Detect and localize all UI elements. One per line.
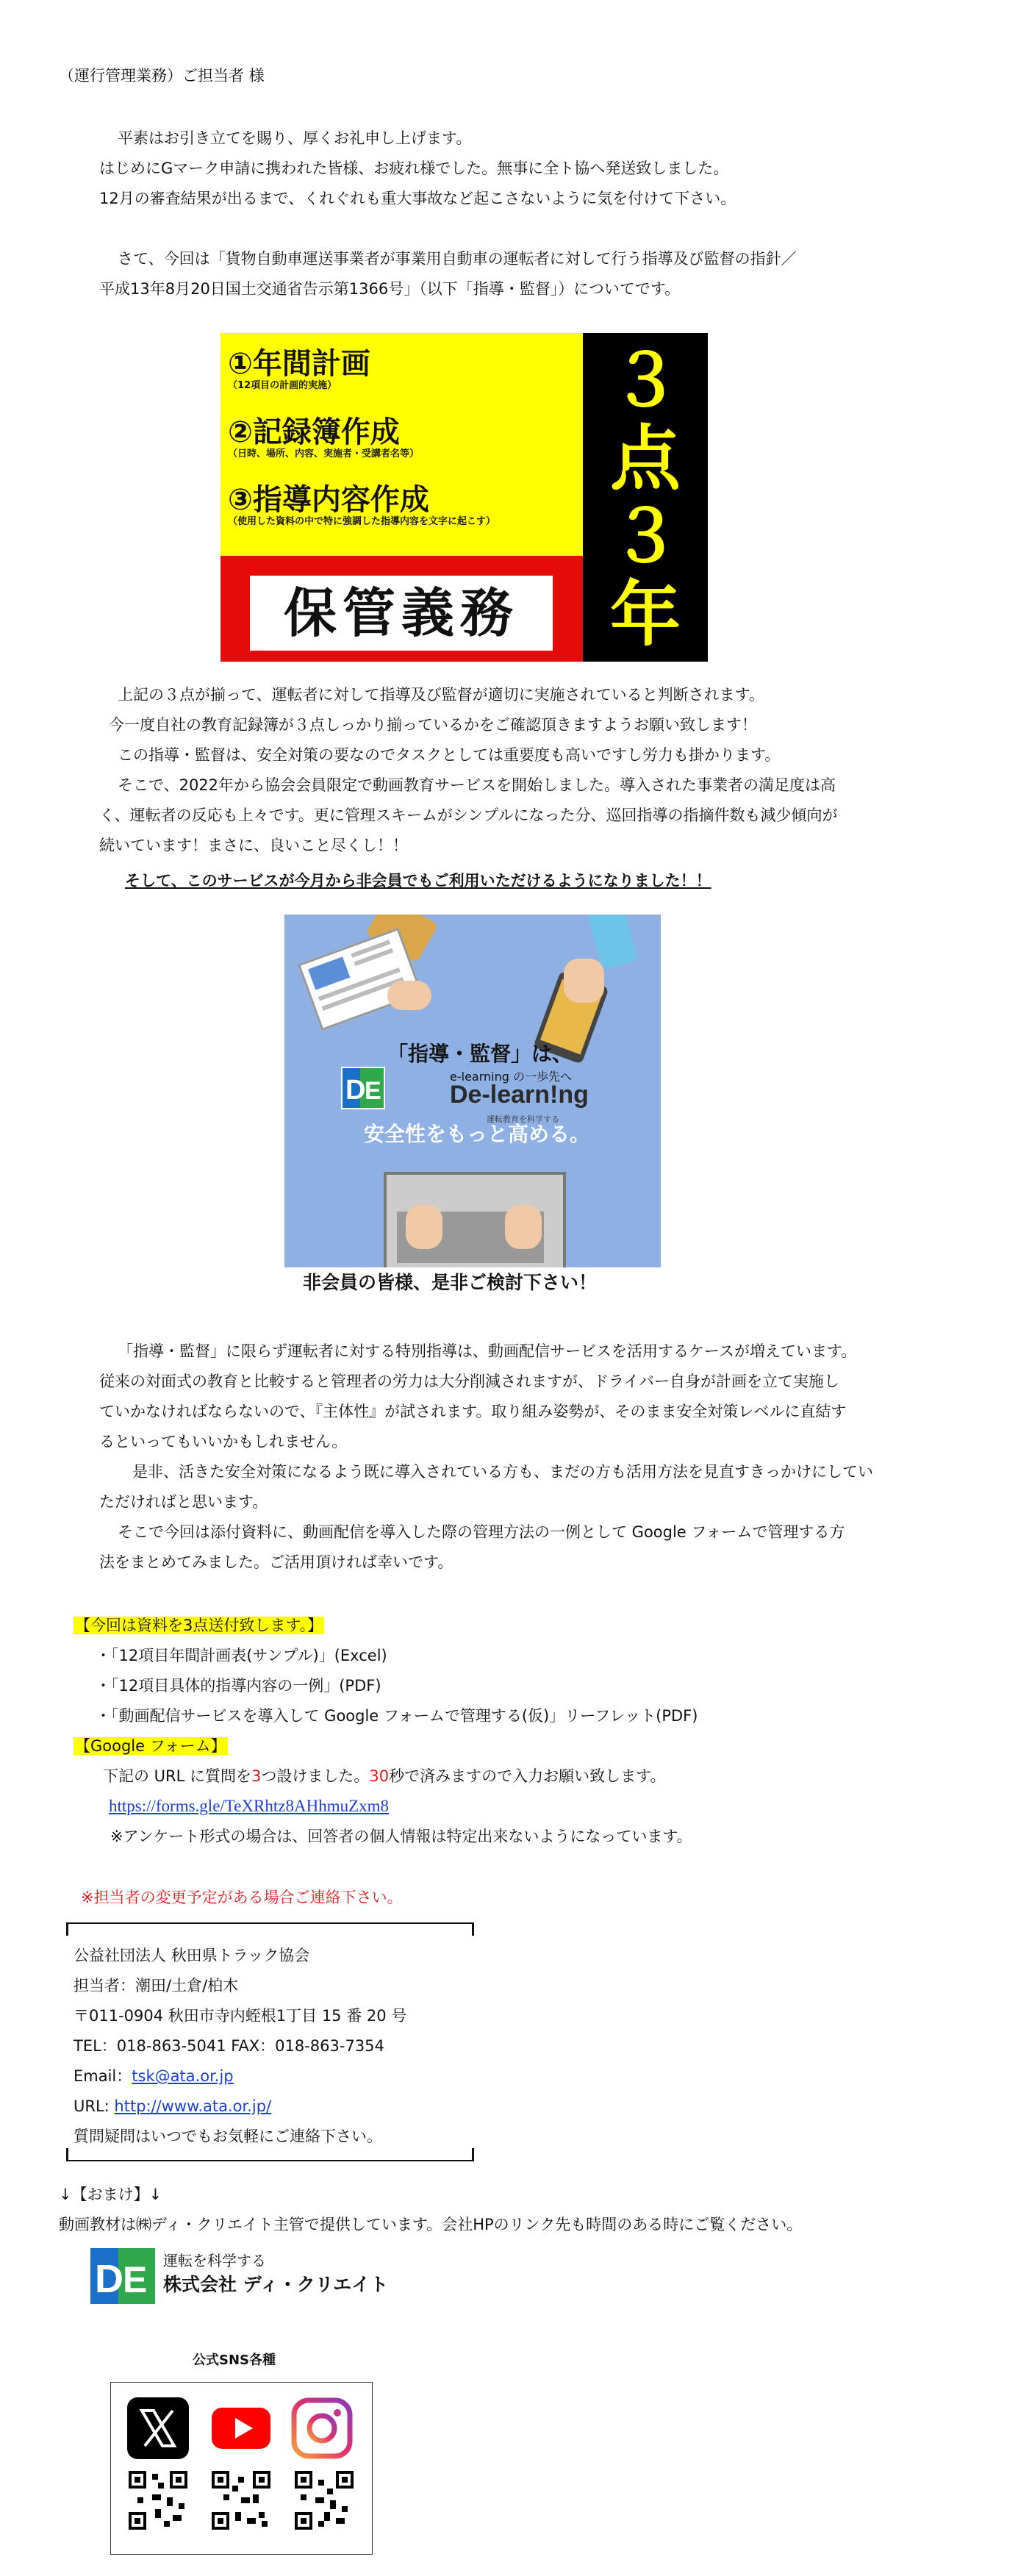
- body2-line-7: そこで今回は添付資料に、動画配信を導入した際の管理方法の一例として Google フォームで管理する方: [118, 1523, 845, 1541]
- material-item-1: ・「12項目年間計画表(サンプル)」(Excel): [96, 1647, 387, 1664]
- svg-text:E: E: [123, 2259, 148, 2300]
- contact-email-row: Email：tsk@ata.or.jp: [74, 2067, 234, 2085]
- hand-illustration: [406, 1205, 442, 1249]
- intro-line-2: はじめにGマーク申請に携われた皆様、お疲れ様でした。無事に全ト協へ発送致しました。: [99, 160, 729, 177]
- body1-line-5: く、運転者の反応も上々です。更に管理スキームがシンプルになった分、巡回指導の指摘件数も減少傾向が: [99, 806, 838, 824]
- body1-line-4: そこで、2022年から協会会員限定で動画教育サービスを開始しました。導入された事業者の満足度は高: [118, 776, 836, 794]
- contact-phone: TEL：018-863-5041 FAX：018-863-7354: [74, 2037, 384, 2055]
- company-tagline: 運転を科学する: [163, 2252, 266, 2269]
- google-form-note: ※アンケート形式の場合は、回答者の個人情報は特定出来ないようになっています。: [110, 1828, 692, 1845]
- contact-top-rule: [66, 1922, 472, 1924]
- de-logo-icon: [341, 1067, 385, 1109]
- contact-url-link[interactable]: http://www.ata.or.jp/: [114, 2097, 272, 2115]
- company-name: 株式会社 ディ・クリエイト: [163, 2274, 389, 2295]
- hand-illustration: [564, 959, 604, 1003]
- dcreate-logo-icon[interactable]: [90, 2248, 155, 2304]
- google-form-link[interactable]: https://forms.gle/TeXRhtz8AHhmuZxm8: [109, 1797, 390, 1815]
- contact-corner: [66, 1922, 68, 1936]
- hand-illustration: [387, 981, 431, 1010]
- omake-text: 動画教材は㈱ディ・クリエイト主管で提供しています。会社HPのリンク先も時間のある時にご覧ください。: [59, 2216, 803, 2233]
- promo-subtitle: e-learning の一歩先へ: [450, 1070, 572, 1084]
- google-form-heading: 【Google フォーム】: [75, 1737, 226, 1755]
- banner-item-annual-plan: ①年間計画 （12項目の計画的実施）: [228, 347, 370, 391]
- body2-line-2: 従来の対面式の教育と比較すると管理者の労力は大分削減されますが、ドライバー自身が計画を立て実施し: [99, 1373, 839, 1390]
- contact-address: 〒011-0904 秋田市寺内蛭根1丁目 15 番 20 号: [74, 2007, 407, 2025]
- material-item-3: ・「動画配信サービスを導入して Google フォームで管理する(仮)」リーフレット(PDF): [96, 1707, 698, 1725]
- contact-corner: [472, 2148, 474, 2161]
- promo-caption: 非会員の皆様、是非ご検討下さい！: [303, 1272, 598, 1293]
- body2-line-1: 「指導・監督」に限らず運転者に対する特別指導は、動画配信サービスを活用するケースが増えています。: [118, 1342, 857, 1360]
- x-icon[interactable]: [127, 2397, 189, 2459]
- greeting: （運行管理業務）ご担当者 様: [59, 67, 265, 85]
- svg-text:D: D: [345, 1075, 366, 1106]
- tablet-illustration: [298, 928, 423, 1031]
- body2-line-6: ただければと思います。: [99, 1493, 268, 1511]
- contact-corner: [66, 2148, 68, 2161]
- body2-line-8: 法をまとめてみました。ご活用頂ければ幸いです。: [99, 1553, 453, 1571]
- material-item-2: ・「12項目具体的指導内容の一例」(PDF): [96, 1677, 381, 1695]
- body2-line-4: るといってもいいかもしれません。: [99, 1433, 348, 1450]
- google-form-instruction: 下記の URL に質問を3つ設けました。30秒で済みますので入力お願い致します。: [103, 1767, 666, 1785]
- instagram-icon[interactable]: [291, 2397, 353, 2459]
- topic-line-2: 平成13年8月20日国土交通省告示第1366号」（以下「指導・監督」）についてです。: [99, 280, 681, 298]
- de-learning-promo-image: [284, 915, 661, 1267]
- contact-url-row: URL: http://www.ata.or.jp/: [74, 2097, 272, 2115]
- qr-code-youtube: [212, 2471, 270, 2530]
- svg-text:D: D: [95, 2257, 123, 2301]
- announcement: そして、このサービスが今月から非会員でもご利用いただけるようになりました！！: [125, 872, 711, 890]
- promo-safety-text: 安全性をもっと高める。: [364, 1122, 591, 1146]
- contact-email-link[interactable]: tsk@ata.or.jp: [132, 2067, 234, 2085]
- contact-person: 担当者：潮田/土倉/柏木: [74, 1977, 239, 1994]
- omake-heading: ↓【おまけ】↓: [59, 2186, 162, 2203]
- contact-corner: [472, 1922, 474, 1936]
- body1-line-3: この指導・監督は、安全対策の要なのでタスクとしては重要度も高いですし労力も掛かります。: [118, 746, 781, 764]
- sns-title: 公式SNS各種: [193, 2353, 276, 2368]
- body1-line-2: 今一度自社の教育記録簿が３点しっかり揃っているかをご確認頂きますようお願い致します！: [109, 716, 757, 734]
- contact-note: 質問疑問はいつでもお気軽にご連絡下さい。: [74, 2128, 382, 2145]
- hand-illustration: [505, 1205, 542, 1249]
- youtube-icon[interactable]: [210, 2397, 272, 2459]
- intro-line-1: 平素はお引き立てを賜り、厚くお礼申し上げます。: [118, 129, 472, 147]
- body2-line-5: 是非、活きた安全対策になるよう既に導入されている方も、まだの方も活用方法を見直すきっかけにしてい: [132, 1463, 873, 1481]
- banner-item-guidance-content: ③指導内容作成 （使用した資料の中で特に強調した指導内容を文字に起こす）: [228, 483, 496, 527]
- promo-brand: De-learn!ng: [450, 1081, 589, 1109]
- svg-text:E: E: [365, 1077, 381, 1105]
- qr-code-x: [129, 2471, 187, 2530]
- intro-line-3: 12月の審査結果が出るまで、くれぐれも重大事故など起こさないように気を付けて下さい。: [99, 190, 736, 207]
- promo-headline: 「指導・監督」は、: [387, 1042, 573, 1066]
- sns-box: [110, 2382, 373, 2555]
- promo-tagline: 運転教育を科学する: [487, 1115, 559, 1124]
- banner-vertical-text: ３ 点 ３ 年: [610, 340, 681, 656]
- materials-heading: 【今回は資料を3点送付致します。】: [75, 1617, 323, 1634]
- topic-line-1: さて、今回は「貨物自動車運送事業者が事業用自動車の運転者に対して行う指導及び監督の指針／: [118, 250, 797, 268]
- change-notice: ※担当者の変更予定がある場合ご連絡下さい。: [81, 1889, 403, 1906]
- banner-item-record-book: ②記録簿作成 （日時、場所、内容、実施者・受講者名等）: [228, 415, 420, 459]
- body1-line-1: 上記の３点が揃って、運転者に対して指導及び監督が適切に実施されていると判断されます。: [118, 686, 764, 704]
- contact-bottom-rule: [66, 2160, 472, 2161]
- qr-code-instagram: [295, 2471, 354, 2530]
- body2-line-3: ていかなければならないので、『主体性』が試されます。取り組み姿勢が、そのまま安全対策レベルに直結す: [99, 1403, 847, 1420]
- banner-storage-obligation: 保管義務: [250, 576, 553, 651]
- three-points-banner: [220, 333, 708, 662]
- body1-line-6: 続いています！まさに、良いこと尽くし！！: [99, 837, 408, 854]
- contact-org: 公益社団法人 秋田県トラック協会: [74, 1947, 310, 1964]
